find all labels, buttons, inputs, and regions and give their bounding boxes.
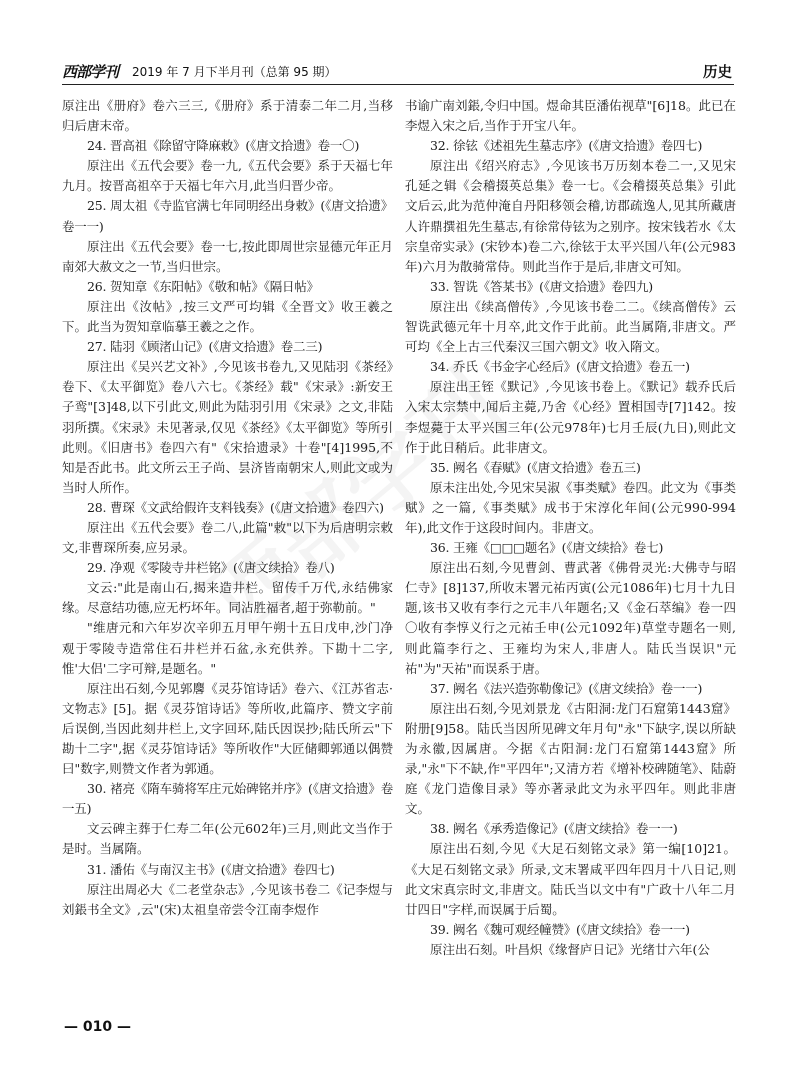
paragraph: 原注出《续高僧传》,今见该书卷二二。《续高僧传》云智诜武德元年十月卒,此文作于此前。此当属隋,非唐文。严可均《全上古三代秦汉三国六朝文》收入隋文。 xyxy=(405,298,736,355)
entry-heading: 26. 贺知章《东阳帖》《敬和帖》《隔日帖》 xyxy=(87,278,319,294)
entry-heading: 34. 乔氏《书金字心经后》(《唐文拾遗》卷五一) xyxy=(430,359,690,375)
entry-heading: 24. 晋高祖《除留守降麻敕》(《唐文拾遗》卷一〇) xyxy=(87,138,360,154)
entry-heading: 30. 褚亮《隋车骑将军庄元始碑铭并序》(《唐文拾遗》卷一五) xyxy=(62,781,393,817)
right-column xyxy=(405,96,736,960)
paragraph: 原注出王铚《默记》,今见该书卷上。《默记》载乔氏后入宋太宗禁中,闻后主薨,乃舍《心经》置相国寺[7]142。按李煜薨于太平兴国三年(公元978年)七月壬辰(九日),则此文作于此日稍后。此非唐文。 xyxy=(405,379,736,455)
paragraph: 原注出石刻,今见《大足石刻铭文录》第一编[10]21。《大足石刻铭文录》所录,文末署咸平四年四月十八日记,则此文宋真宗时文,非唐文。陆氏当以文中有"广政十八年二月廿四日"字样,而误属于后蜀。 xyxy=(405,841,736,917)
entry-heading: 38. 阙名《承秀造像记》(《唐文续拾》卷一一) xyxy=(430,821,678,837)
paragraph: 原未注出处,今见宋吴淑《事类赋》卷四。此文为《事类赋》之一篇,《事类赋》成书于宋淳化年间(公元990-994年),此文作于这段时间内。非唐文。 xyxy=(405,479,736,535)
entry-heading: 28. 曹琛《文武给假许支料钱奏》(《唐文拾遗》卷四六) xyxy=(87,499,384,515)
page-number: — 010 — xyxy=(64,1019,131,1035)
paragraph: 原注出周必大《二老堂杂志》,今见该书卷二《记李煜与刘鋹书全文》,云"(宋)太祖皇帝尝令江南李煜作 xyxy=(62,881,393,917)
entry-heading: 27. 陆羽《顾渚山记》(《唐文拾遗》卷二三) xyxy=(87,339,323,355)
entry-heading: 35. 阙名《春赋》(《唐文拾遗》卷五三) xyxy=(430,459,641,475)
entry-heading: 32. 徐铉《述祖先生墓志序》(《唐文拾遗》卷四七) xyxy=(430,138,703,154)
paragraph: 文云:"此是南山石,揭来造井栏。留传千万代,永结佛家缘。尽意结功德,应无朽坏年。同沾胜福者,超于弥勒前。" xyxy=(62,580,393,616)
page-header xyxy=(62,58,734,85)
paragraph: 原注出《册府》卷六三三,《册府》系于清泰二年二月,当移归后唐末帝。 xyxy=(62,98,393,134)
paragraph: 原注出石刻,今见曹剑、曹武著《佛骨灵光:大佛寺与昭仁寺》[8]137,所收末署元祐丙寅(公元1086年)七月十九日题,该书又收有李行之元丰八年题名;又《金石萃编》卷一四〇收有李惇义行之元祐壬申(公元1092年)草堂寺题名一则,则此篇李行之、王雍均为宋人,非唐人。陆氏当误识"元祐"为"天祐"而误系于唐。 xyxy=(405,560,736,676)
paragraph: 原注出石刻,今见刘景龙《古阳洞:龙门石窟第1443窟》附册[9]58。陆氏当因所见碑文年月句"永"下缺字,误以所缺为永徽,因属唐。今据《古阳洞:龙门石窟第1443窟》所录,"永"下不缺,作"平四年";又清方若《增补校碑随笔》、陆蔚庭《龙门造像目录》等亦著录此文为永平四年。则此非唐文。 xyxy=(405,700,736,817)
paragraph: 原注出《吴兴艺文补》,今见该书卷九,又见陆羽《茶经》卷下、《太平御览》卷八六七。《茶经》载"《宋录》:新安王子鸾"[3]48,以下引此文,则此为陆羽引用《宋录》之文,非陆羽所撰。《宋录》未见著录,仅见《茶经》《太平御览》等所引此则。《旧唐书》卷四六有"《宋拾遗录》十卷"[4]1995,不知是否此书。此文所云王子尚、昙济皆南朝宋人,则此文或为当时人所作。 xyxy=(62,359,393,495)
entry-heading: 29. 净观《零陵寺井栏铭》(《唐文续拾》卷八) xyxy=(87,560,335,576)
paragraph: 原注出石刻,今见郭麐《灵芬馆诗话》卷六、《江苏省志·文物志》[5]。据《灵芬馆诗话》等所收,此篇序、赞文字前后误倒,当因此刻井栏上,文字回环,陆氏因误抄;陆氏所云"下勘十二字",据《灵芬馆诗话》等所收作"大匠储卿郭通以偶赞曰"数字,则赞文作者为郭通。 xyxy=(62,680,393,777)
section-title: 历史 xyxy=(703,65,732,81)
entry-heading: 39. 阙名《魏可观经幢赞》(《唐文续拾》卷一一) xyxy=(430,921,690,937)
paragraph: 原注出《五代会要》卷一七,按此即周世宗显德元年正月南郊大赦文之一节,当归世宗。 xyxy=(62,238,393,274)
entry-heading: 25. 周太祖《寺监官满七年同明经出身敕》(《唐文拾遗》卷一一) xyxy=(62,198,393,234)
entry-heading: 37. 阙名《法兴造弥勒像记》(《唐文续拾》卷一一) xyxy=(430,680,703,696)
paragraph: 原注出《汝帖》,按三文严可均辑《全晋文》收王羲之下。此当为贺知章临摹王羲之之作。 xyxy=(62,298,393,335)
paragraph: 文云碑主葬于仁寿二年(公元602年)三月,则此文当作于是时。当属隋。 xyxy=(62,821,393,857)
paragraph: 原注出《五代会要》卷二八,此篇"敕"以下为后唐明宗敕文,非曹琛所奏,应另录。 xyxy=(62,519,393,556)
entry-heading: 31. 潘佑《与南汉主书》(《唐文拾遗》卷四七) xyxy=(87,861,335,877)
issue-info: 2019 年 7 月下半月刊（总第 95 期） xyxy=(132,65,337,79)
paragraph: "维唐元和六年岁次辛卯五月甲午朔十五日戊申,沙门净观于零陵寺造常住石井栏并石盆,永充供养。下勘十二字,惟'大侣'二字可辩,是题名。" xyxy=(62,620,393,676)
paragraph: 原注出石刻。叶昌炽《缘督庐日记》光绪廿六年(公 xyxy=(430,941,710,957)
paragraph: 原注出《五代会要》卷一九,《五代会要》系于天福七年九月。按晋高祖卒于天福七年六月,此当归晋少帝。 xyxy=(62,158,393,194)
left-column xyxy=(62,96,393,920)
entry-heading: 36. 王雍《□□□题名》(《唐文续拾》卷七) xyxy=(430,540,664,556)
entry-heading: 33. 智诜《答某书》(《唐文拾遗》卷四九) xyxy=(430,278,653,294)
paragraph: 原注出《绍兴府志》,今见该书万历刻本卷二一,又见宋孔延之辑《会稽掇英总集》卷一七。《会稽掇英总集》引此文后云,此为范仲淹自丹阳移领会稽,访郡疏逸人,见其所藏唐人许鼎撰祖先生墓志,有徐常侍铉为之别序。按宋钱若水《太宗皇帝实录》(宋钞本)卷二六,徐铉于太平兴国八年(公元983年)六月为散骑常侍。则此当作于是后,非唐文可知。 xyxy=(405,158,736,274)
paragraph: 书谕广南刘鋹,令归中国。煜命其臣潘佑视草"[6]18。此已在李煜入宋之后,当作于开宝八年。 xyxy=(405,98,736,134)
journal-logo: 西部学刊 xyxy=(62,63,119,81)
